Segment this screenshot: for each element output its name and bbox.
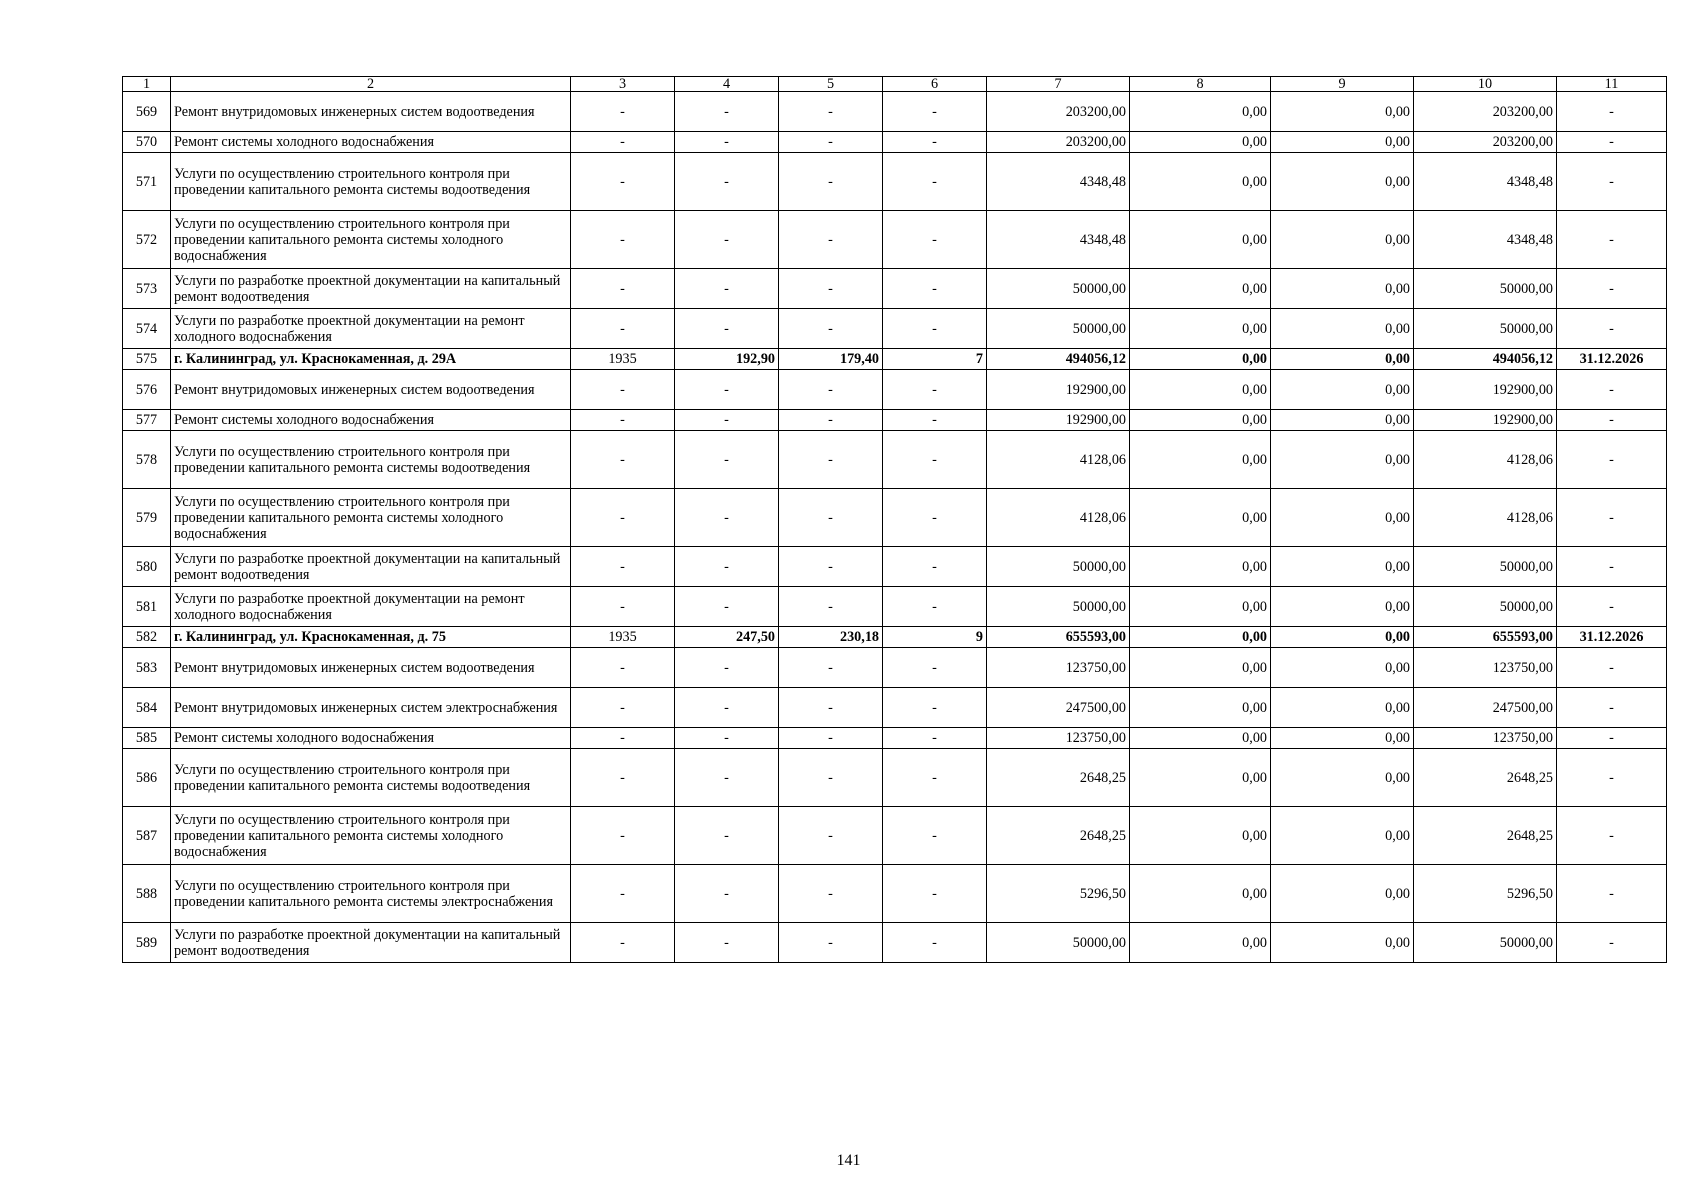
other-cost-cell: 0,00: [1271, 923, 1414, 963]
living-area-cell: -: [779, 807, 883, 865]
row-number-cell: 571: [123, 153, 171, 211]
residents-cell: -: [883, 410, 987, 431]
total-cost-cell: 203200,00: [987, 92, 1130, 132]
living-area-cell: -: [779, 489, 883, 547]
deadline-cell: -: [1557, 728, 1667, 749]
work-row: [123, 688, 1667, 728]
document-sheet: [122, 76, 1666, 963]
owner-cost-cell: 2648,25: [1414, 749, 1557, 807]
living-area-cell: -: [779, 269, 883, 309]
residents-cell: -: [883, 309, 987, 349]
description-cell: Ремонт внутридомовых инженерных систем водоотведения: [171, 92, 571, 132]
work-row: [123, 923, 1667, 963]
work-row: [123, 92, 1667, 132]
year-cell: -: [571, 807, 675, 865]
other-cost-cell: 0,00: [1271, 587, 1414, 627]
row-number-cell: 573: [123, 269, 171, 309]
other-cost-cell: 0,00: [1271, 92, 1414, 132]
other-cost-cell: 0,00: [1271, 349, 1414, 370]
total-area-cell: -: [675, 309, 779, 349]
total-cost-cell: 50000,00: [987, 923, 1130, 963]
residents-cell: -: [883, 547, 987, 587]
description-cell: г. Калининград, ул. Краснокаменная, д. 75: [171, 627, 571, 648]
work-row: [123, 648, 1667, 688]
total-cost-cell: 123750,00: [987, 648, 1130, 688]
owner-cost-cell: 4348,48: [1414, 153, 1557, 211]
deadline-cell: -: [1557, 807, 1667, 865]
deadline-cell: -: [1557, 547, 1667, 587]
total-cost-cell: 203200,00: [987, 132, 1130, 153]
living-area-cell: -: [779, 749, 883, 807]
year-cell: -: [571, 587, 675, 627]
work-row: [123, 370, 1667, 410]
description-cell: Ремонт системы холодного водоснабжения: [171, 728, 571, 749]
year-cell: -: [571, 269, 675, 309]
fund-cost-cell: 0,00: [1130, 865, 1271, 923]
deadline-cell: -: [1557, 410, 1667, 431]
column-number-cell: 9: [1271, 77, 1414, 92]
total-area-cell: -: [675, 92, 779, 132]
other-cost-cell: 0,00: [1271, 370, 1414, 410]
address-row: [123, 349, 1667, 370]
total-area-cell: -: [675, 211, 779, 269]
living-area-cell: -: [779, 132, 883, 153]
total-area-cell: -: [675, 431, 779, 489]
deadline-cell: -: [1557, 431, 1667, 489]
owner-cost-cell: 123750,00: [1414, 728, 1557, 749]
owner-cost-cell: 50000,00: [1414, 269, 1557, 309]
fund-cost-cell: 0,00: [1130, 627, 1271, 648]
year-cell: -: [571, 648, 675, 688]
capital-repair-table: [122, 76, 1667, 963]
work-row: [123, 865, 1667, 923]
living-area-cell: -: [779, 648, 883, 688]
description-cell: Ремонт системы холодного водоснабжения: [171, 132, 571, 153]
total-area-cell: -: [675, 153, 779, 211]
other-cost-cell: 0,00: [1271, 153, 1414, 211]
column-number-cell: 11: [1557, 77, 1667, 92]
deadline-cell: -: [1557, 587, 1667, 627]
fund-cost-cell: 0,00: [1130, 92, 1271, 132]
deadline-cell: -: [1557, 865, 1667, 923]
residents-cell: -: [883, 688, 987, 728]
year-cell: -: [571, 211, 675, 269]
fund-cost-cell: 0,00: [1130, 749, 1271, 807]
column-number-cell: 3: [571, 77, 675, 92]
owner-cost-cell: 50000,00: [1414, 587, 1557, 627]
work-row: [123, 309, 1667, 349]
fund-cost-cell: 0,00: [1130, 269, 1271, 309]
row-number-cell: 581: [123, 587, 171, 627]
living-area-cell: -: [779, 410, 883, 431]
total-cost-cell: 4348,48: [987, 211, 1130, 269]
work-row: [123, 269, 1667, 309]
fund-cost-cell: 0,00: [1130, 923, 1271, 963]
owner-cost-cell: 4348,48: [1414, 211, 1557, 269]
living-area-cell: -: [779, 309, 883, 349]
owner-cost-cell: 123750,00: [1414, 648, 1557, 688]
fund-cost-cell: 0,00: [1130, 587, 1271, 627]
residents-cell: -: [883, 92, 987, 132]
row-number-cell: 585: [123, 728, 171, 749]
fund-cost-cell: 0,00: [1130, 349, 1271, 370]
column-number-row: [123, 77, 1667, 92]
total-area-cell: -: [675, 807, 779, 865]
work-row: [123, 728, 1667, 749]
work-row: [123, 153, 1667, 211]
fund-cost-cell: 0,00: [1130, 648, 1271, 688]
row-number-cell: 579: [123, 489, 171, 547]
living-area-cell: -: [779, 728, 883, 749]
row-number-cell: 587: [123, 807, 171, 865]
residents-cell: -: [883, 749, 987, 807]
year-cell: -: [571, 547, 675, 587]
total-area-cell: -: [675, 749, 779, 807]
work-row: [123, 489, 1667, 547]
total-cost-cell: 192900,00: [987, 410, 1130, 431]
work-row: [123, 132, 1667, 153]
description-cell: Услуги по осуществлению строительного контроля при проведении капитального ремонта системы водоотведения: [171, 153, 571, 211]
row-number-cell: 589: [123, 923, 171, 963]
description-cell: Ремонт внутридомовых инженерных систем водоотведения: [171, 370, 571, 410]
deadline-cell: -: [1557, 688, 1667, 728]
total-area-cell: -: [675, 865, 779, 923]
owner-cost-cell: 203200,00: [1414, 92, 1557, 132]
living-area-cell: -: [779, 923, 883, 963]
year-cell: -: [571, 92, 675, 132]
deadline-cell: -: [1557, 309, 1667, 349]
column-number-cell: 6: [883, 77, 987, 92]
column-number-cell: 8: [1130, 77, 1271, 92]
total-cost-cell: 4128,06: [987, 489, 1130, 547]
total-cost-cell: 50000,00: [987, 269, 1130, 309]
fund-cost-cell: 0,00: [1130, 489, 1271, 547]
total-area-cell: -: [675, 923, 779, 963]
fund-cost-cell: 0,00: [1130, 807, 1271, 865]
year-cell: -: [571, 431, 675, 489]
owner-cost-cell: 655593,00: [1414, 627, 1557, 648]
other-cost-cell: 0,00: [1271, 489, 1414, 547]
deadline-cell: -: [1557, 153, 1667, 211]
living-area-cell: -: [779, 547, 883, 587]
year-cell: -: [571, 153, 675, 211]
total-cost-cell: 655593,00: [987, 627, 1130, 648]
total-area-cell: -: [675, 547, 779, 587]
total-area-cell: -: [675, 688, 779, 728]
work-row: [123, 749, 1667, 807]
owner-cost-cell: 5296,50: [1414, 865, 1557, 923]
deadline-cell: 31.12.2026: [1557, 627, 1667, 648]
row-number-cell: 584: [123, 688, 171, 728]
residents-cell: -: [883, 370, 987, 410]
other-cost-cell: 0,00: [1271, 688, 1414, 728]
deadline-cell: -: [1557, 269, 1667, 309]
total-area-cell: 192,90: [675, 349, 779, 370]
residents-cell: -: [883, 153, 987, 211]
row-number-cell: 570: [123, 132, 171, 153]
work-row: [123, 431, 1667, 489]
residents-cell: -: [883, 431, 987, 489]
work-row: [123, 587, 1667, 627]
owner-cost-cell: 192900,00: [1414, 370, 1557, 410]
owner-cost-cell: 50000,00: [1414, 309, 1557, 349]
row-number-cell: 574: [123, 309, 171, 349]
other-cost-cell: 0,00: [1271, 627, 1414, 648]
other-cost-cell: 0,00: [1271, 309, 1414, 349]
total-cost-cell: 50000,00: [987, 309, 1130, 349]
owner-cost-cell: 4128,06: [1414, 489, 1557, 547]
living-area-cell: -: [779, 92, 883, 132]
fund-cost-cell: 0,00: [1130, 211, 1271, 269]
description-cell: Ремонт внутридомовых инженерных систем водоотведения: [171, 648, 571, 688]
description-cell: Услуги по осуществлению строительного контроля при проведении капитального ремонта системы холодного водоснабжения: [171, 211, 571, 269]
total-cost-cell: 4348,48: [987, 153, 1130, 211]
total-area-cell: -: [675, 587, 779, 627]
year-cell: -: [571, 410, 675, 431]
deadline-cell: -: [1557, 370, 1667, 410]
page-number: 141: [836, 1152, 861, 1169]
year-cell: -: [571, 489, 675, 547]
residents-cell: -: [883, 489, 987, 547]
living-area-cell: -: [779, 688, 883, 728]
total-cost-cell: 247500,00: [987, 688, 1130, 728]
description-cell: Ремонт системы холодного водоснабжения: [171, 410, 571, 431]
owner-cost-cell: 4128,06: [1414, 431, 1557, 489]
other-cost-cell: 0,00: [1271, 211, 1414, 269]
year-cell: 1935: [571, 349, 675, 370]
owner-cost-cell: 247500,00: [1414, 688, 1557, 728]
residents-cell: 7: [883, 349, 987, 370]
row-number-cell: 586: [123, 749, 171, 807]
owner-cost-cell: 192900,00: [1414, 410, 1557, 431]
residents-cell: -: [883, 648, 987, 688]
fund-cost-cell: 0,00: [1130, 132, 1271, 153]
table-body: [123, 77, 1667, 963]
deadline-cell: -: [1557, 211, 1667, 269]
total-area-cell: -: [675, 269, 779, 309]
row-number-cell: 575: [123, 349, 171, 370]
residents-cell: -: [883, 132, 987, 153]
owner-cost-cell: 203200,00: [1414, 132, 1557, 153]
year-cell: -: [571, 370, 675, 410]
fund-cost-cell: 0,00: [1130, 431, 1271, 489]
fund-cost-cell: 0,00: [1130, 688, 1271, 728]
deadline-cell: -: [1557, 923, 1667, 963]
year-cell: -: [571, 749, 675, 807]
deadline-cell: -: [1557, 749, 1667, 807]
fund-cost-cell: 0,00: [1130, 153, 1271, 211]
year-cell: -: [571, 132, 675, 153]
fund-cost-cell: 0,00: [1130, 410, 1271, 431]
row-number-cell: 588: [123, 865, 171, 923]
address-row: [123, 627, 1667, 648]
living-area-cell: -: [779, 211, 883, 269]
work-row: [123, 211, 1667, 269]
row-number-cell: 583: [123, 648, 171, 688]
work-row: [123, 807, 1667, 865]
total-area-cell: -: [675, 728, 779, 749]
description-cell: Услуги по разработке проектной документации на капитальный ремонт водоотведения: [171, 923, 571, 963]
total-cost-cell: 50000,00: [987, 587, 1130, 627]
description-cell: Услуги по осуществлению строительного контроля при проведении капитального ремонта системы водоотведения: [171, 431, 571, 489]
residents-cell: -: [883, 587, 987, 627]
description-cell: Услуги по осуществлению строительного контроля при проведении капитального ремонта системы электроснабжения: [171, 865, 571, 923]
total-area-cell: -: [675, 410, 779, 431]
row-number-cell: 577: [123, 410, 171, 431]
row-number-cell: 582: [123, 627, 171, 648]
description-cell: Услуги по разработке проектной документации на капитальный ремонт водоотведения: [171, 269, 571, 309]
living-area-cell: -: [779, 153, 883, 211]
fund-cost-cell: 0,00: [1130, 547, 1271, 587]
residents-cell: -: [883, 269, 987, 309]
residents-cell: -: [883, 211, 987, 269]
description-cell: Услуги по разработке проектной документации на капитальный ремонт водоотведения: [171, 547, 571, 587]
column-number-cell: 2: [171, 77, 571, 92]
work-row: [123, 410, 1667, 431]
fund-cost-cell: 0,00: [1130, 309, 1271, 349]
description-cell: Услуги по осуществлению строительного контроля при проведении капитального ремонта системы холодного водоснабжения: [171, 807, 571, 865]
other-cost-cell: 0,00: [1271, 749, 1414, 807]
total-cost-cell: 5296,50: [987, 865, 1130, 923]
total-area-cell: -: [675, 370, 779, 410]
owner-cost-cell: 494056,12: [1414, 349, 1557, 370]
other-cost-cell: 0,00: [1271, 269, 1414, 309]
deadline-cell: -: [1557, 648, 1667, 688]
year-cell: 1935: [571, 627, 675, 648]
living-area-cell: 179,40: [779, 349, 883, 370]
total-area-cell: -: [675, 648, 779, 688]
column-number-cell: 1: [123, 77, 171, 92]
year-cell: -: [571, 923, 675, 963]
description-cell: Услуги по осуществлению строительного контроля при проведении капитального ремонта системы водоотведения: [171, 749, 571, 807]
other-cost-cell: 0,00: [1271, 728, 1414, 749]
work-row: [123, 547, 1667, 587]
column-number-cell: 4: [675, 77, 779, 92]
owner-cost-cell: 50000,00: [1414, 547, 1557, 587]
fund-cost-cell: 0,00: [1130, 728, 1271, 749]
description-cell: Услуги по осуществлению строительного контроля при проведении капитального ремонта системы холодного водоснабжения: [171, 489, 571, 547]
living-area-cell: -: [779, 370, 883, 410]
total-cost-cell: 123750,00: [987, 728, 1130, 749]
deadline-cell: 31.12.2026: [1557, 349, 1667, 370]
total-cost-cell: 192900,00: [987, 370, 1130, 410]
total-area-cell: -: [675, 132, 779, 153]
fund-cost-cell: 0,00: [1130, 370, 1271, 410]
row-number-cell: 576: [123, 370, 171, 410]
description-cell: Услуги по разработке проектной документации на ремонт холодного водоснабжения: [171, 309, 571, 349]
row-number-cell: 569: [123, 92, 171, 132]
column-number-cell: 5: [779, 77, 883, 92]
residents-cell: -: [883, 865, 987, 923]
residents-cell: -: [883, 923, 987, 963]
living-area-cell: -: [779, 865, 883, 923]
other-cost-cell: 0,00: [1271, 547, 1414, 587]
year-cell: -: [571, 688, 675, 728]
row-number-cell: 578: [123, 431, 171, 489]
residents-cell: -: [883, 807, 987, 865]
owner-cost-cell: 50000,00: [1414, 923, 1557, 963]
year-cell: -: [571, 865, 675, 923]
column-number-cell: 10: [1414, 77, 1557, 92]
owner-cost-cell: 2648,25: [1414, 807, 1557, 865]
other-cost-cell: 0,00: [1271, 807, 1414, 865]
deadline-cell: -: [1557, 489, 1667, 547]
other-cost-cell: 0,00: [1271, 865, 1414, 923]
total-cost-cell: 2648,25: [987, 807, 1130, 865]
living-area-cell: 230,18: [779, 627, 883, 648]
other-cost-cell: 0,00: [1271, 410, 1414, 431]
deadline-cell: -: [1557, 92, 1667, 132]
year-cell: -: [571, 728, 675, 749]
other-cost-cell: 0,00: [1271, 648, 1414, 688]
living-area-cell: -: [779, 587, 883, 627]
living-area-cell: -: [779, 431, 883, 489]
other-cost-cell: 0,00: [1271, 132, 1414, 153]
row-number-cell: 580: [123, 547, 171, 587]
total-cost-cell: 2648,25: [987, 749, 1130, 807]
column-number-cell: 7: [987, 77, 1130, 92]
total-cost-cell: 50000,00: [987, 547, 1130, 587]
total-area-cell: 247,50: [675, 627, 779, 648]
other-cost-cell: 0,00: [1271, 431, 1414, 489]
total-cost-cell: 4128,06: [987, 431, 1130, 489]
residents-cell: -: [883, 728, 987, 749]
total-area-cell: -: [675, 489, 779, 547]
description-cell: Услуги по разработке проектной документации на ремонт холодного водоснабжения: [171, 587, 571, 627]
row-number-cell: 572: [123, 211, 171, 269]
residents-cell: 9: [883, 627, 987, 648]
description-cell: Ремонт внутридомовых инженерных систем электроснабжения: [171, 688, 571, 728]
year-cell: -: [571, 309, 675, 349]
total-cost-cell: 494056,12: [987, 349, 1130, 370]
deadline-cell: -: [1557, 132, 1667, 153]
description-cell: г. Калининград, ул. Краснокаменная, д. 29А: [171, 349, 571, 370]
